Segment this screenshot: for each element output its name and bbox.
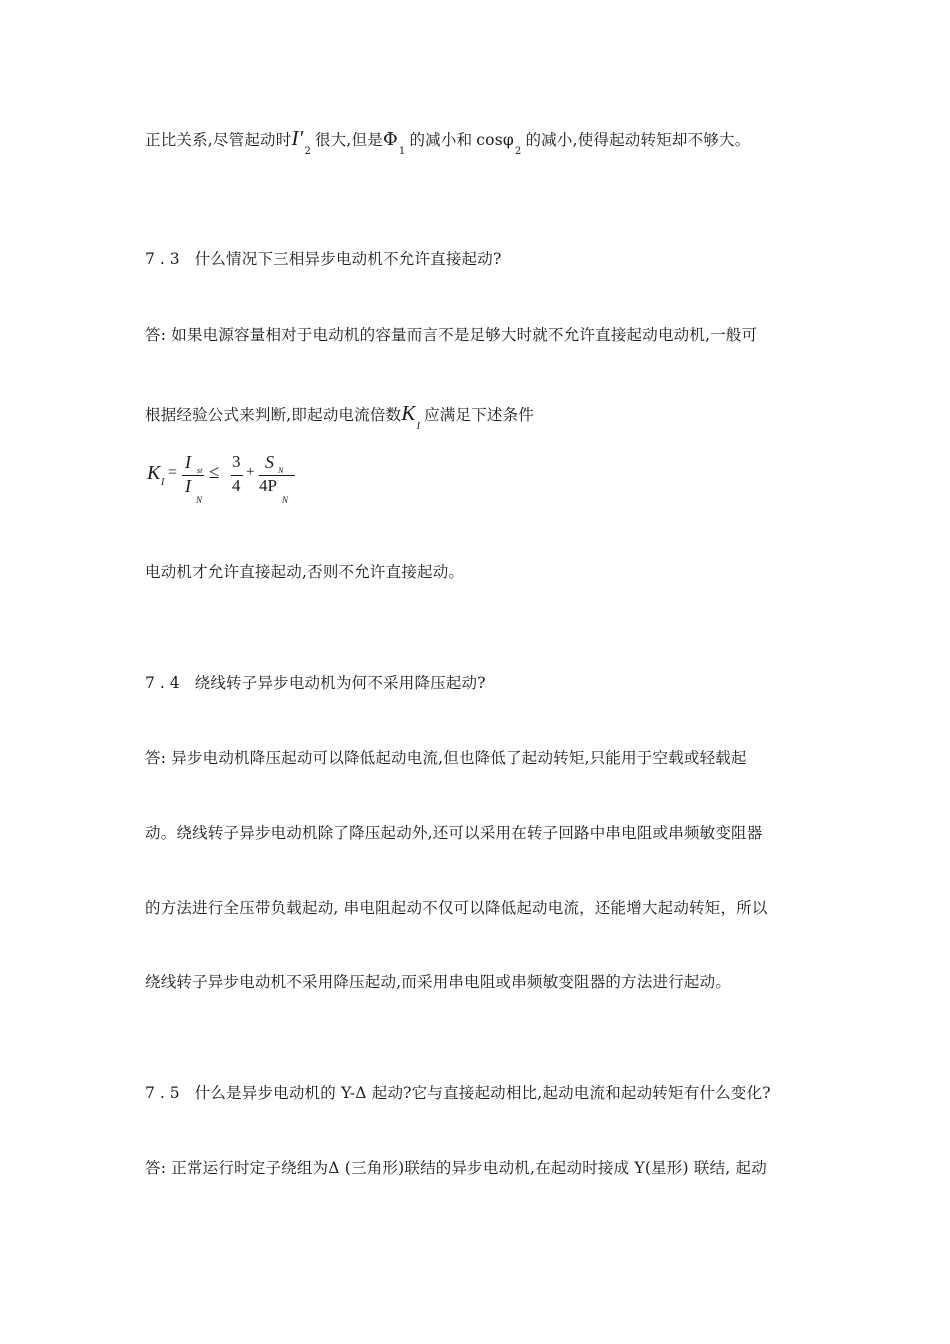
question-text: 什么是异步电动机的 Y-Δ 起动?它与直接起动相比,起动电流和起动转矩有什么变化? xyxy=(194,1084,771,1102)
symbol-I-prime: I′ xyxy=(291,126,304,150)
symbol-K: K xyxy=(401,401,416,425)
starting-current-formula xyxy=(145,452,315,512)
formula-numerator-subscript: st xyxy=(197,466,203,475)
question-text: 绕线转子异步电动机为何不采用降压起动? xyxy=(194,674,486,692)
question-number: 7.5 xyxy=(145,1084,185,1102)
formula-four: 4 xyxy=(232,476,241,495)
formula-K: K xyxy=(147,462,161,484)
formula-plus: + xyxy=(246,464,255,480)
formula-three: 3 xyxy=(232,452,241,471)
text-segment: 根据经验公式来判断,即起动电流倍数 xyxy=(145,406,402,424)
formula-less-equal: ≤ xyxy=(209,462,220,483)
symbol-cos-phi: cosφ xyxy=(476,131,514,149)
formula-S: S xyxy=(265,452,274,472)
formula-equals: = xyxy=(168,464,178,481)
answer-7-4-line-2: 动。绕线转子异步电动机除了降压起动外,还可以采用在转子回路中串电阻或串频敏变阻器 xyxy=(145,824,763,842)
answer-7-4-line-1: 答: 异步电动机降压起动可以降低起动电流,但也降低了起动转矩,只能用于空载或轻载起 xyxy=(145,749,747,767)
formula-denominator-subscript: N xyxy=(196,495,203,505)
text-segment: 正比关系,尽管起动时 xyxy=(145,131,292,149)
answer-7-4-line-4: 绕线转子异步电动机不采用降压起动,而采用串电阻或串频敏变阻器的方法进行起动。 xyxy=(145,973,732,991)
answer-7-3-line-1: 答: 如果电源容量相对于电动机的容量而言不是足够大时就不允许直接起动电动机,一般可 xyxy=(145,326,758,344)
question-text: 什么情况下三相异步电动机不允许直接起动? xyxy=(194,250,502,268)
question-7-5 xyxy=(145,1083,771,1103)
question-7-3 xyxy=(145,249,501,269)
answer-7-5-line-1: 答: 正常运行时定子绕组为Δ (三角形)联结的异步电动机,在起动时接成 Y(星形) 联结, 起动 xyxy=(145,1159,767,1177)
text-segment: 的减小和 xyxy=(409,131,473,149)
formula-denominator-I: I xyxy=(185,476,191,496)
formula-K-subscript: I xyxy=(161,477,165,488)
paragraph-line-1 xyxy=(145,126,751,157)
subscript: 2 xyxy=(514,146,522,157)
subscript: 1 xyxy=(398,146,406,157)
answer-7-3-line-3: 电动机才允许直接起动,否则不允许直接起动。 xyxy=(145,563,465,581)
question-number: 7.3 xyxy=(145,250,185,268)
subscript: I xyxy=(416,421,421,432)
answer-7-3-line-2 xyxy=(145,401,534,432)
question-7-4 xyxy=(145,673,486,693)
formula-numerator-I: I xyxy=(185,452,191,472)
answer-7-4-line-3: 的方法进行全压带负载起动, 串电阻起动不仅可以降低起动电流，还能增大起动转矩，所以 xyxy=(145,899,768,917)
question-number: 7.4 xyxy=(145,674,185,692)
formula-four-P: 4P xyxy=(259,476,277,495)
text-segment: 的减小,使得起动转矩却不够大。 xyxy=(525,131,751,149)
formula-P-subscript: N xyxy=(282,495,289,505)
text-segment: 应满足下述条件 xyxy=(424,406,534,424)
subscript: 2 xyxy=(304,146,311,157)
formula-S-subscript: N xyxy=(278,466,284,475)
symbol-phi: Φ xyxy=(382,129,398,150)
text-segment: 很大,但是 xyxy=(315,131,383,149)
